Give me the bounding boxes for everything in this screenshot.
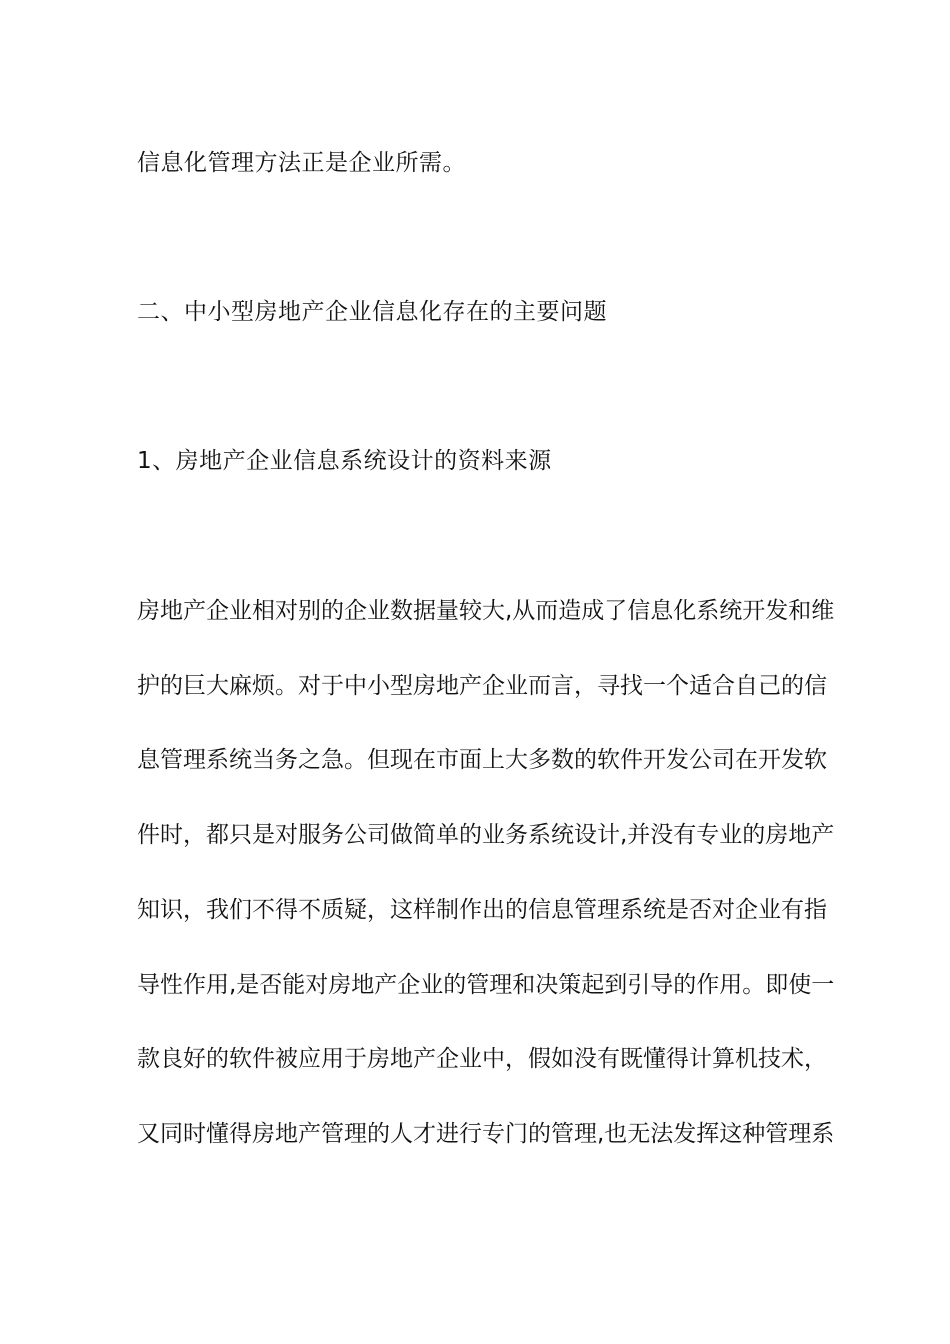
paragraph-line: 房地产企业相对别的企业数据量较大,从而造成了信息化系统开发和维 xyxy=(137,598,835,624)
paragraph-line: 件时，都只是对服务公司做简单的业务系统设计,并没有专业的房地产 xyxy=(137,822,835,848)
paragraph-line: 护的巨大麻烦。对于中小型房地产企业而言，寻找一个适合自己的信 xyxy=(137,673,827,699)
section-heading: 二、中小型房地产企业信息化存在的主要问题 xyxy=(137,299,607,325)
paragraph-line: 款良好的软件被应用于房地产企业中，假如没有既懂得计算机技术， xyxy=(137,1046,827,1072)
paragraph-line: 息管理系统当务之急。但现在市面上大多数的软件开发公司在开发软 xyxy=(137,747,827,773)
paragraph-line: 知识，我们不得不质疑，这样制作出的信息管理系统是否对企业有指 xyxy=(137,897,827,923)
continuation-text: 信息化管理方法正是企业所需。 xyxy=(137,150,466,176)
paragraph-line: 又同时懂得房地产管理的人才进行专门的管理,也无法发挥这种管理系 xyxy=(137,1121,835,1147)
paragraph-line: 导性作用,是否能对房地产企业的管理和决策起到引导的作用。即使一 xyxy=(137,972,835,998)
subsection-heading: 1、房地产企业信息系统设计的资料来源 xyxy=(137,448,552,474)
